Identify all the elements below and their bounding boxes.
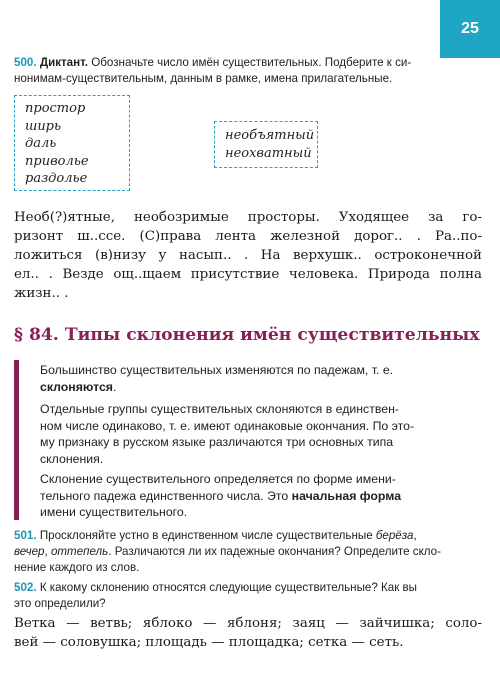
task-text: нение каждого из слов. bbox=[14, 561, 140, 574]
nouns-box bbox=[14, 95, 130, 191]
task-word: вечер bbox=[14, 545, 45, 558]
task-number: 500. bbox=[14, 56, 37, 69]
text-line: ризонт ш..ссе. (С)права лента железной дорог.. . Ра..по- bbox=[14, 229, 482, 244]
text-line: вей — соловушка; площадь — площадка; сетка — сеть. bbox=[14, 635, 404, 650]
page-number: 25 bbox=[440, 0, 500, 58]
rule-term: начальная форма bbox=[291, 488, 402, 503]
task-punct: , bbox=[413, 529, 417, 542]
rule-line: склонения. bbox=[40, 451, 104, 466]
rule-accent-bar bbox=[14, 360, 19, 520]
task-501-instructions bbox=[14, 528, 484, 576]
noun-word: ширь bbox=[25, 118, 62, 134]
task-text: это определили? bbox=[14, 597, 106, 610]
task-punct: , bbox=[44, 545, 51, 558]
noun-word: приволье bbox=[25, 153, 89, 169]
noun-word: простор bbox=[25, 101, 86, 116]
task-title: Диктант. bbox=[39, 56, 89, 69]
text-line: жизн.. . bbox=[14, 286, 69, 301]
adjective-word: неохватный bbox=[225, 145, 312, 161]
rule-line: Отдельные группы существительных склоняются в единствен- bbox=[40, 402, 399, 416]
noun-word: раздолье bbox=[25, 171, 88, 186]
task-502-instructions bbox=[14, 580, 484, 612]
rule-paragraph-2 bbox=[40, 401, 482, 467]
text-line: Необ(?)ятные, необозримые просторы. Уходящее за го- bbox=[14, 210, 482, 225]
task-500-instructions bbox=[14, 55, 484, 87]
dictation-text bbox=[14, 208, 482, 303]
rule-line: Склонение существительного определяется по форме имени- bbox=[40, 472, 396, 486]
noun-word: даль bbox=[25, 136, 57, 151]
task-word: оттепель bbox=[50, 545, 109, 558]
rule-line: Большинство существительных изменяются по падежам, т. е. bbox=[40, 363, 394, 377]
text-line: ел.. . Везде ощ..щаем присутствие человека. Природа полна bbox=[14, 267, 482, 282]
text-line: Ветка — ветвь; яблоко — яблоня; заяц — зайчишка; соло- bbox=[14, 616, 482, 631]
task-number: 502. bbox=[14, 581, 37, 594]
adjectives-box bbox=[214, 121, 318, 168]
rule-paragraph-1 bbox=[40, 362, 482, 395]
task-number: 501. bbox=[14, 529, 37, 542]
rule-punct: . bbox=[112, 379, 117, 394]
adjective-word: необъятный bbox=[225, 128, 315, 143]
task-text: Обозначьте число имён существительных. Подберите к си- bbox=[91, 56, 412, 69]
task-text: нонимам-существительным, данным в рамке, имена прилагательные. bbox=[14, 72, 393, 85]
rule-line: тельного падежа единственного числа. Это bbox=[40, 488, 292, 503]
task-word: берёза bbox=[375, 529, 414, 542]
task-text: . Различаются ли их падежные окончания? Определите скло- bbox=[108, 545, 441, 558]
rule-term: склоняются bbox=[40, 379, 113, 394]
text-line: ложиться (в)низу у насып.. . На верхушк.. остроконечной bbox=[14, 248, 482, 263]
task-text: Просклоняйте устно в единственном числе существительные bbox=[39, 529, 376, 542]
section-title: § 84. Типы склонения имён существительных bbox=[14, 325, 480, 345]
rule-line: му признаку в русском языке различаются три основных типа bbox=[40, 435, 394, 450]
rule-line: ном числе одинаково, т. е. имеют одинаковые окончания. По это- bbox=[40, 418, 415, 433]
word-pairs-text bbox=[14, 614, 482, 652]
task-text: К какому склонению относятся следующие существительные? Как вы bbox=[39, 581, 417, 594]
rule-paragraph-3 bbox=[40, 471, 482, 521]
rule-line: имени существительного. bbox=[40, 505, 188, 520]
